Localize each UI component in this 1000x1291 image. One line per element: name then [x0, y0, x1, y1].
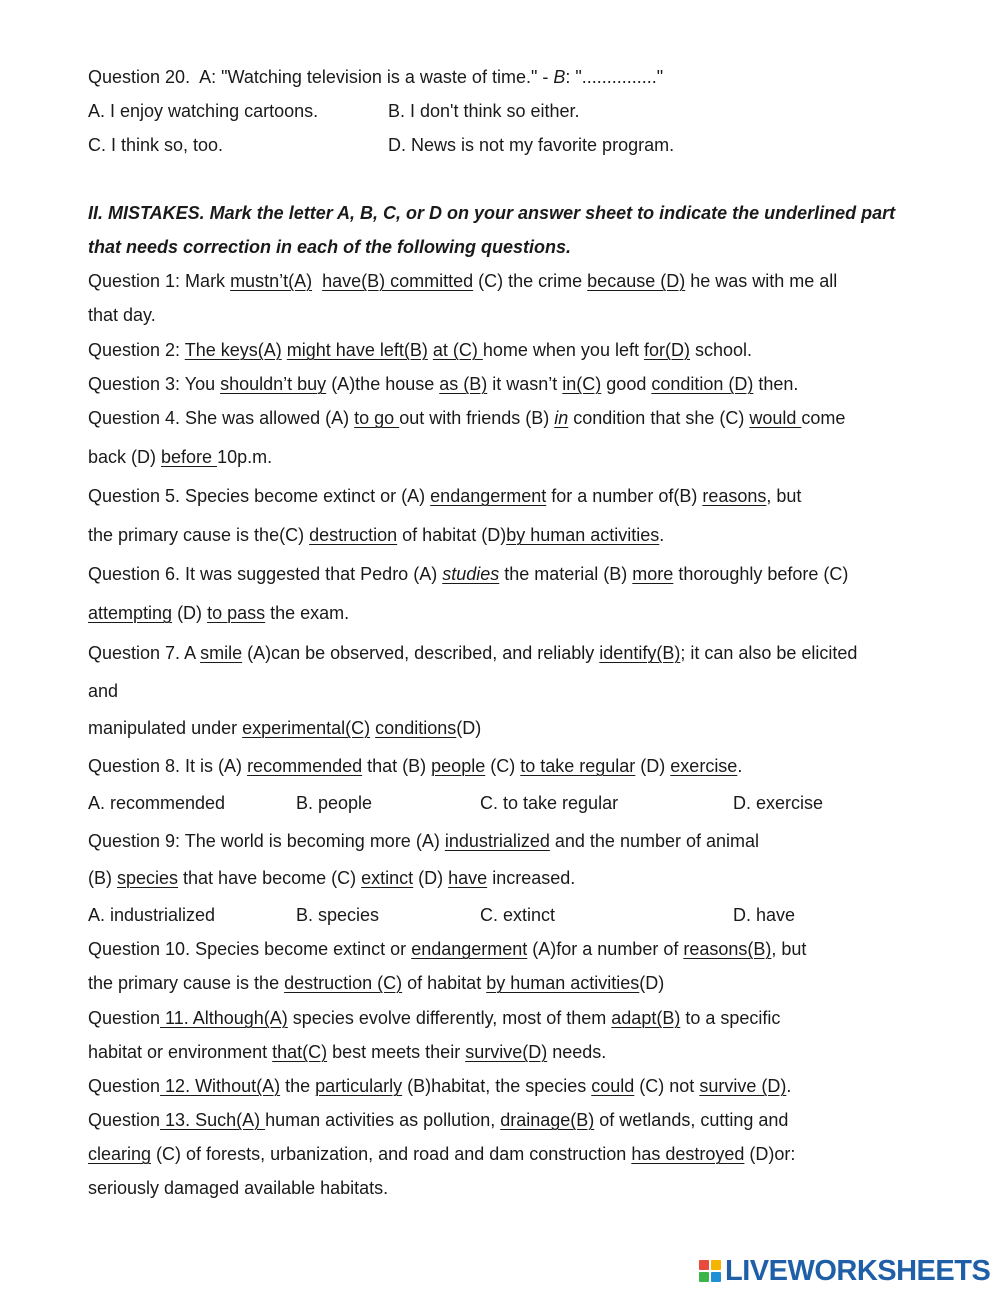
question-5: Question 5. Species become extinct or (A) endangerment for a number of(B) reasons, but	[88, 486, 802, 506]
q8-option-c: C. to take regular	[480, 793, 619, 813]
q20-option-b: B. I don't think so either.	[388, 101, 580, 121]
q8-option-b: B. people	[296, 793, 373, 813]
q20-option-d: D. News is not my favorite program.	[388, 135, 675, 155]
question-11-continued: habitat or environment that(C) best meets their survive(D) needs.	[88, 1042, 607, 1062]
question-9-continued: (B) species that have become (C) extinct (D) have increased.	[88, 868, 576, 888]
question-10-continued: the primary cause is the destruction (C) of habitat by human activities(D)	[88, 973, 665, 993]
q20-option-a: A. I enjoy watching cartoons.	[88, 101, 319, 121]
question-3: Question 3: You shouldn’t buy (A)the house as (B) it wasn’t in(C) good condition (D) then.	[88, 374, 799, 394]
q8-option-a: A. recommended	[88, 793, 226, 813]
question-13: Question 13. Such(A) human activities as pollution, drainage(B) of wetlands, cutting and	[88, 1110, 789, 1130]
question-13-continued: clearing (C) of forests, urbanization, and road and dam construction has destroyed (D)or:	[88, 1144, 796, 1164]
question-1: Question 1: Mark mustn’t(A) have(B) committed (C) the crime because (D) he was with me all	[88, 271, 838, 291]
question-4: Question 4. She was allowed (A) to go out with friends (B) in condition that she (C) would come	[88, 408, 846, 428]
question-20: Question 20. A: "Watching television is a waste of time." - B: "..............."	[88, 67, 664, 87]
question-12: Question 12. Without(A) the particularly (B)habitat, the species could (C) not survive (D).	[88, 1076, 792, 1096]
q9-option-b: B. species	[296, 905, 380, 925]
question-5-continued: the primary cause is the(C) destruction of habitat (D)by human activities.	[88, 525, 665, 545]
q20-option-c: C. I think so, too.	[88, 135, 224, 155]
q9-option-d: D. have	[733, 905, 796, 925]
logo-text: LIVEWORKSHEETS	[725, 1254, 991, 1287]
liveworksheets-logo-icon	[698, 1259, 722, 1283]
question-6-continued: attempting (D) to pass the exam.	[88, 603, 350, 623]
question-4-continued: back (D) before 10p.m.	[88, 447, 273, 467]
question-11: Question 11. Although(A) species evolve differently, most of them adapt(B) to a specific	[88, 1008, 781, 1028]
question-7: Question 7. A smile (A)can be observed, described, and reliably identify(B); it can also be elicited	[88, 643, 858, 663]
q9-option-c: C. extinct	[480, 905, 556, 925]
question-13-continued-2: seriously damaged available habitats.	[88, 1178, 389, 1198]
question-10: Question 10. Species become extinct or endangerment (A)for a number of reasons(B), but	[88, 939, 807, 959]
question-9: Question 9: The world is becoming more (A) industrialized and the number of animal	[88, 831, 760, 851]
q8-option-d: D. exercise	[733, 793, 824, 813]
section-heading-line-2: that needs correction in each of the following questions.	[88, 237, 572, 257]
question-8: Question 8. It is (A) recommended that (B) people (C) to take regular (D) exercise.	[88, 756, 743, 776]
question-1-continued: that day.	[88, 305, 156, 325]
q9-option-a: A. industrialized	[88, 905, 216, 925]
question-6: Question 6. It was suggested that Pedro (A) studies the material (B) more thoroughly before (C)	[88, 564, 849, 584]
question-7-continued: and	[88, 681, 119, 701]
question-7-continued-2: manipulated under experimental(C) conditions(D)	[88, 718, 482, 738]
question-2: Question 2: The keys(A) might have left(B) at (C) home when you left for(D) school.	[88, 340, 753, 360]
liveworksheets-logo[interactable]	[698, 1255, 990, 1287]
section-heading-line-1: II. MISTAKES. Mark the letter A, B, C, or D on your answer sheet to indicate the underlined part	[88, 203, 896, 223]
